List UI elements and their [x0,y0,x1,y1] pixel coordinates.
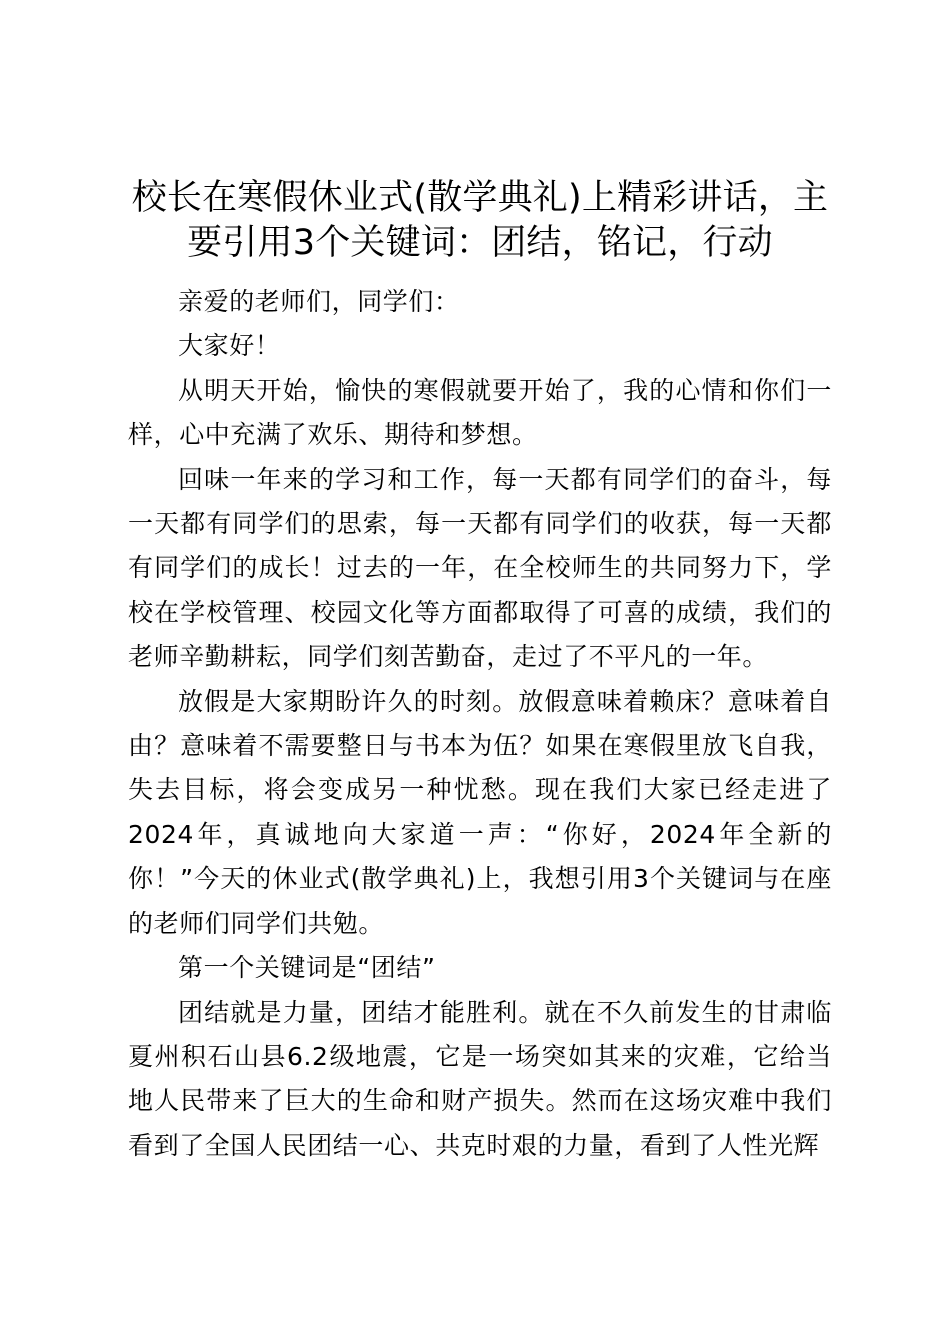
paragraph-year-review: 回味一年来的学习和工作，每一天都有同学们的奋斗，每一天都有同学们的思索，每一天都有同学们的收获，每一天都有同学们的成长！过去的一年，在全校师生的共同努力下，学校在学校管理、校园文化等方面都取得了可喜的成绩，我们的老师辛勤耕耘，同学们刻苦勤奋，走过了不平凡的一年。 [128,464,832,672]
paragraph-greeting: 大家好！ [178,331,281,361]
document-body [128,280,832,1168]
paragraph-unity: 团结就是力量，团结才能胜利。就在不久前发生的甘肃临夏州积石山县6.2级地震，它是一场突如其来的灾难，它给当地人民带来了巨大的生命和财产损失。然而在这场灾难中我们看到了全国人民团结一心、共克时艰的力量，看到了人性光辉 [128,997,832,1160]
paragraph-vacation-meaning: 放假是大家期盼许久的时刻。放假意味着赖床？意味着自由？意味着不需要整日与书本为伍？如果在寒假里放飞自我，失去目标，将会变成另一种忧愁。现在我们大家已经走进了2024年，真诚地向大家道一声：“你好，2024年全新的你！”今天的休业式(散学典礼)上，我想引用3个关键词与在座的老师们同学们共勉。 [128,686,832,938]
document-title: 校长在寒假休业式(散学典礼)上精彩讲话，主要引用3个关键词：团结，铭记，行动 [131,178,829,263]
paragraph-holiday-start: 从明天开始，愉快的寒假就要开始了，我的心情和你们一样，心中充满了欢乐、期待和梦想。 [128,375,832,450]
paragraph-keyword-one-heading: 第一个关键词是“团结” [178,953,436,983]
paragraph-salutation: 亲爱的老师们，同学们： [178,287,460,316]
